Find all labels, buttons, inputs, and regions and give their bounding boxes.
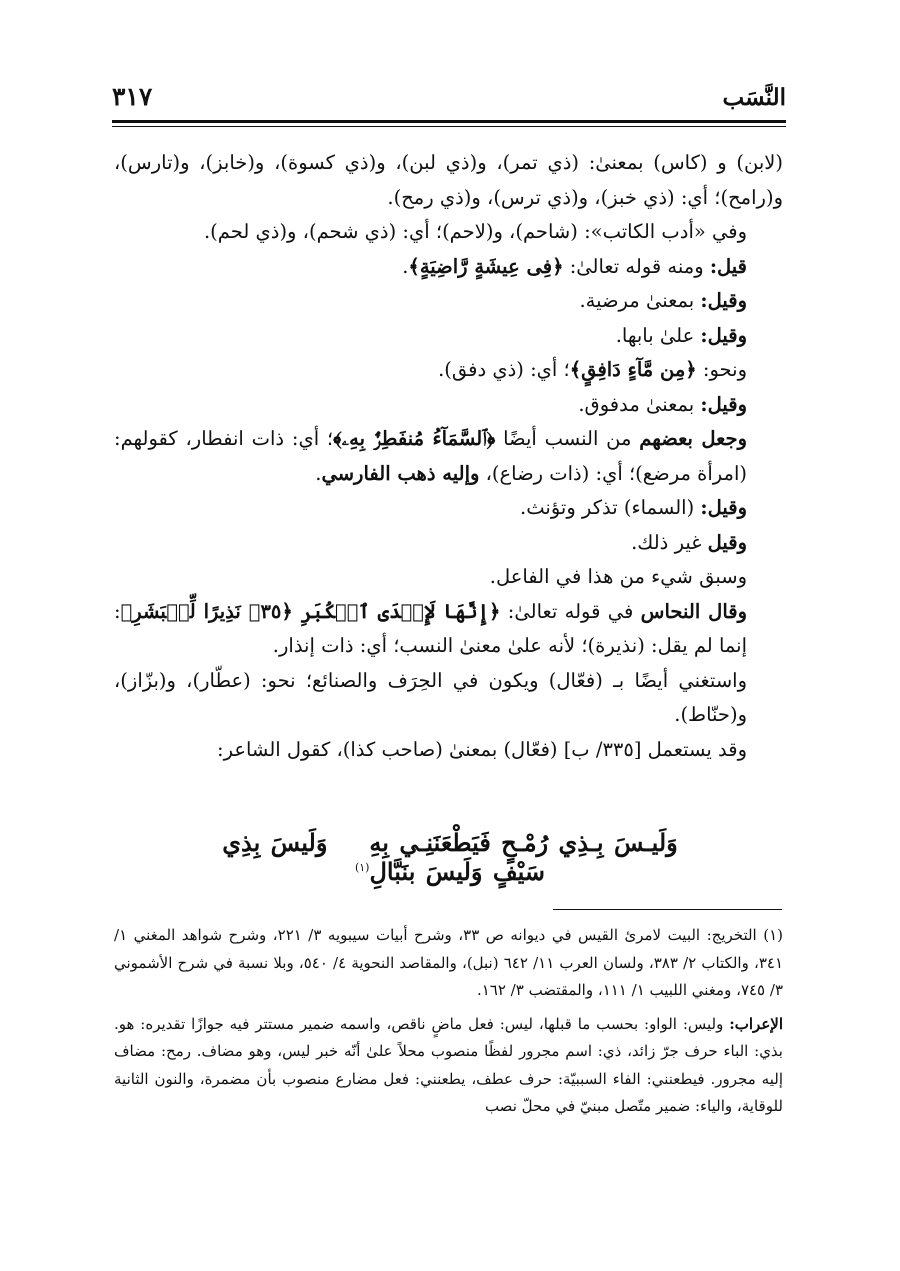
paragraph-text: وفي «أدب الكاتب»: (شاحم)، و(لاحم)؛ أي: (ذي شحم)، و(ذي لحم). bbox=[203, 220, 747, 243]
poetry-verse bbox=[200, 828, 700, 886]
paragraph-text: واستغني أيضًا بـ (فعّال) ويكون في الحِرَف والصنائع؛ نحو: (عطّار)، و(بزّاز)، و(حنّاط). bbox=[114, 668, 747, 726]
quran-verse: ﴿ٱلسَّمَآءُ مُنفَطِرٌۢ بِهِۦ﴾ bbox=[333, 427, 496, 450]
paragraph-text: : إنما لم يقل: (نذيرة)؛ لأنه علىٰ معنىٰ النسب؛ أي: ذات إنذار. bbox=[114, 599, 747, 657]
paragraph bbox=[114, 353, 783, 388]
footnote-label: الإعراب: bbox=[729, 1014, 783, 1033]
paragraph bbox=[114, 595, 783, 664]
lead-word: وقيل: bbox=[700, 392, 747, 416]
paragraph-text: . bbox=[402, 254, 409, 278]
paragraph-text: بمعنىٰ مدفوق. bbox=[578, 392, 701, 416]
main-text bbox=[114, 146, 783, 767]
running-header bbox=[112, 82, 786, 112]
paragraph-text: بمعنىٰ مرضية. bbox=[579, 289, 701, 312]
paragraph-text: علىٰ بابها. bbox=[615, 323, 701, 347]
header-rule-thick bbox=[112, 120, 786, 123]
paragraph-text: غير ذلك. bbox=[631, 530, 708, 554]
paragraph bbox=[114, 560, 783, 595]
paragraph bbox=[114, 526, 783, 561]
paragraph-text: (لابن) و (كاس) بمعنىٰ: (ذي تمر)، و(ذي لبن)، و(ذي كسوة)، و(خابز)، و(تارس)، و(رامح)؛ أي: (ذي خبز)، و(ذي ترس)، و(ذي رمح). bbox=[114, 151, 783, 209]
paragraph bbox=[114, 319, 783, 354]
paragraph-text: (السماء) تذكر وتؤنث. bbox=[520, 496, 701, 519]
footnote-ref: (١) bbox=[354, 861, 370, 874]
lead-word: وقيل: bbox=[700, 496, 747, 519]
paragraph-text: وقد يستعمل [٣٣٥/ ب] (فعّال) بمعنىٰ (صاحب كذا)، كقول الشاعر: bbox=[217, 737, 747, 761]
paragraph-text: من النسب أيضًا bbox=[495, 427, 640, 450]
paragraph bbox=[114, 491, 783, 526]
header-rule-thin bbox=[112, 126, 786, 127]
lead-word: وقيل bbox=[707, 530, 747, 554]
lead-word: وقال النحاس bbox=[640, 599, 748, 623]
footnote bbox=[114, 1011, 783, 1121]
verse-hemistich-second: وَلَيسَ بِذِي سَيْفٍ وَلَيسَ بنَبَّالِ bbox=[222, 828, 546, 886]
lead-word: وقيل: bbox=[700, 289, 747, 312]
footnote-text: وليس: الواو: بحسب ما قبلها، ليس: فعل ماضٍ ناقص، واسمه ضمير مستتر فيه جوازًا تقديره: هو. بذي: الباء حرف جرّ زائد، ذي: اسم مجرور لفظًا منصوب محلاً علىٰ أنّه خبر ليس، وهو مضاف. رمح: مضاف إليه مجرور. فيطعنني: الفاء السببيّة: حرف عطف، يطعنني: فعل مضارع منصوب بأن مضمرة، والنون الثانية للوقاية، والياء: ضمير متّصل مبنيّ في محلّ نصب bbox=[114, 1014, 783, 1115]
quran-verse: ﴿إِنَّهَا لَإِحۡدَى ٱلۡكُبَرِ ﴿٣٥﴾ نَذِيرًا لِّلۡبَشَرِ﴾ bbox=[120, 599, 501, 623]
paragraph bbox=[114, 664, 783, 733]
paragraph bbox=[114, 284, 783, 319]
paragraph bbox=[114, 388, 783, 423]
quran-verse: ﴿فِى عِيشَةٍ رَّاضِيَةٍ﴾ bbox=[408, 254, 564, 278]
lead-word: وجعل بعضهم bbox=[639, 427, 747, 450]
paragraph bbox=[114, 422, 783, 491]
page-number: ٣١٧ bbox=[112, 82, 153, 111]
paragraph-text: ومنه قوله تعالىٰ: bbox=[563, 254, 710, 278]
verse-hemistich-first: وَلَيـسَ بِـذِي رُمْـحٍ فَيَطْعَنَنِـي بِهِ bbox=[369, 828, 678, 857]
chapter-title: النَّسَب bbox=[722, 84, 786, 111]
paragraph-text: ؛ أي: (ذي دفق). bbox=[438, 358, 570, 381]
footnotes bbox=[114, 922, 783, 1121]
paragraph-text: ؛ أي: ذات انفطار، كقولهم: (امرأة مرضع)؛ أي: (ذات رضاع)، bbox=[114, 427, 747, 485]
quran-verse: ﴿مِن مَّآءٍ دَافِقٍ﴾ bbox=[569, 358, 697, 381]
footnote-text: (١) التخريج: البيت لامرئ القيس في ديوانه ص ٣٣، وشرح أبيات سيبويه ٣/ ٢٢١، وشرح شواهد المغني ١/ ٣٤١، والكتاب ٢/ ٣٨٣، ولسان العرب ١١/ ٦٤٢ (نبل)، والمقاصد النحوية ٤/ ٥٤٠، وبلا نسبة في شرح الأشموني ٣/ ٧٤٥، ومغني اللبيب ١/ ١١١، والمقتضب ٣/ ١٦٢. bbox=[114, 926, 783, 999]
paragraph-text: . bbox=[315, 461, 322, 485]
paragraph-text: وسبق شيء من هذا في الفاعل. bbox=[489, 565, 747, 588]
footnote bbox=[114, 922, 783, 1005]
lead-word: وقيل: bbox=[700, 323, 747, 347]
paragraph bbox=[114, 215, 783, 250]
paragraph bbox=[114, 733, 783, 768]
emphasis-text: وإليه ذهب الفارسي bbox=[321, 461, 480, 485]
paragraph bbox=[114, 250, 783, 285]
paragraph bbox=[114, 146, 783, 215]
paragraph-text: ونحو: bbox=[696, 358, 747, 381]
lead-word: قيل: bbox=[709, 254, 747, 278]
paragraph-text: في قوله تعالىٰ: bbox=[500, 599, 641, 623]
footnote-separator bbox=[553, 909, 782, 910]
